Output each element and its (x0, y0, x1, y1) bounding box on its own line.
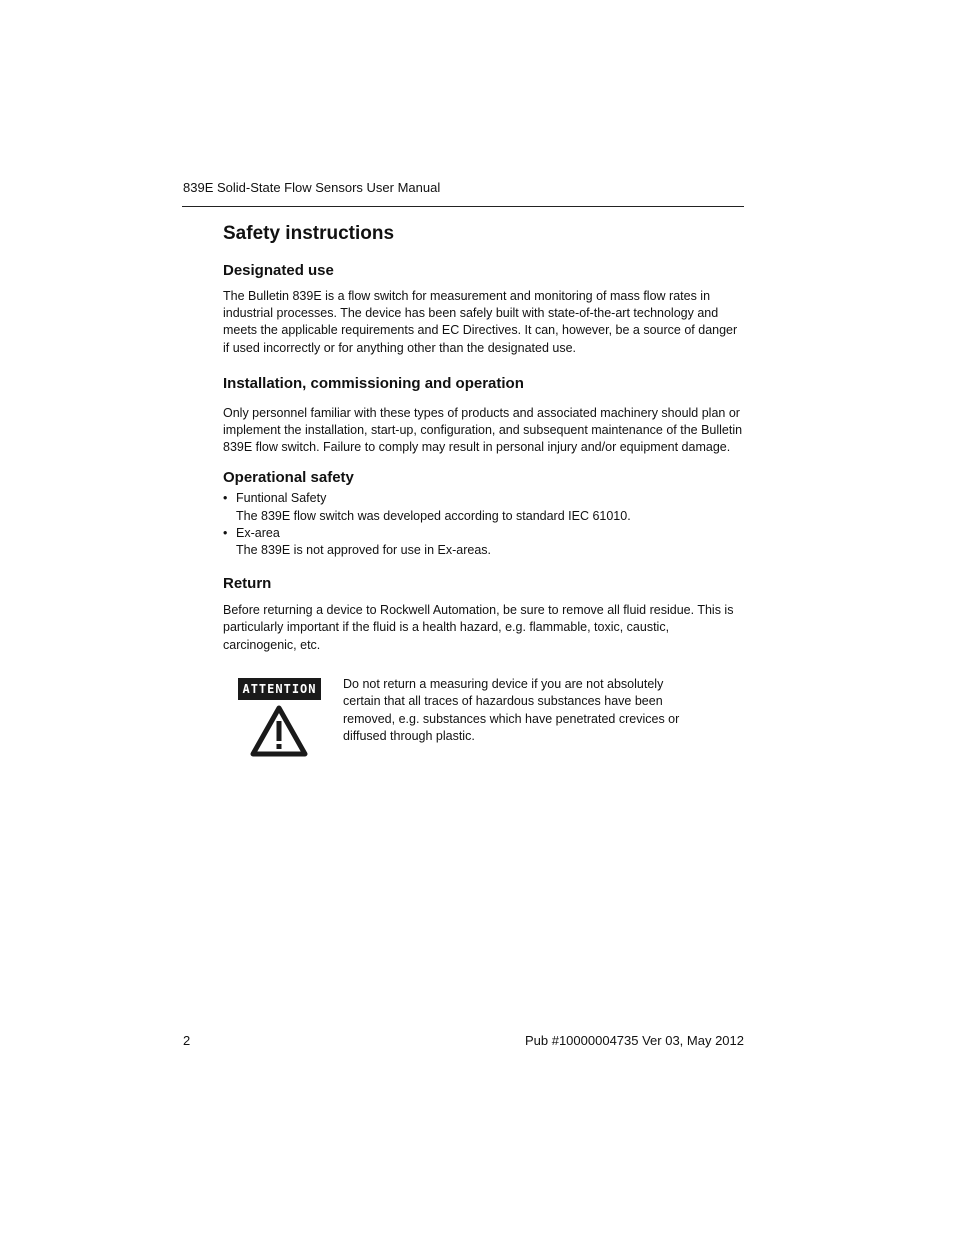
bullet-icon: • (223, 491, 228, 506)
publication-info: Pub #10000004735 Ver 03, May 2012 (524, 1033, 744, 1048)
attention-text: Do not return a measuring device if you are not absolutely certain that all traces of hazardous substances have been removed, e.g. substances which have penetrated crevices or diffused through plastic. (343, 676, 680, 744)
list-item-title: Funtional Safety (236, 491, 327, 506)
list-item-title: Ex-area (236, 525, 280, 540)
list-item (223, 490, 744, 524)
page-number: 2 (183, 1033, 191, 1048)
list-item-text: The 839E is not approved for use in Ex-areas. (236, 543, 492, 558)
attention-label: ATTENTION (238, 678, 321, 700)
list-item (223, 525, 744, 559)
list-item-text: The 839E flow switch was developed according to standard IEC 61010. (236, 508, 631, 523)
return-heading: Return (223, 575, 272, 593)
warning-triangle-icon (250, 705, 308, 757)
attention-notice (223, 678, 744, 768)
operational-safety-heading: Operational safety (223, 469, 354, 487)
header-rule (182, 206, 744, 207)
bullet-icon: • (223, 525, 228, 540)
return-paragraph: Before returning a device to Rockwell Automation, be sure to remove all fluid residue. This is particularly important if the fluid is a health hazard, e.g. flammable, toxic, caustic, carcinogenic, etc. (223, 603, 734, 652)
installation-heading: Installation, commissioning and operation (223, 374, 524, 392)
running-header: 839E Solid-State Flow Sensors User Manual (183, 180, 441, 195)
installation-paragraph: Only personnel familiar with these types of products and associated machinery should plan or implement the installation, start-up, configuration, and subsequent maintenance of the Bulletin 839E flow switch. Failure to comply may result in personal injury and/or equipment damage. (223, 405, 743, 455)
designated-use-paragraph: The Bulletin 839E is a flow switch for measurement and monitoring of mass flow rates in industrial processes. The device has been safely built with state-of-the-art technology and meets the applicable requirements and EC Directives. It can, however, be a source of danger if used incorrectly or for anything other than the designated use. (223, 289, 738, 355)
main-content (223, 222, 744, 768)
designated-use-heading: Designated use (223, 262, 334, 279)
operational-safety-list (223, 490, 744, 559)
page-title: Safety instructions (223, 223, 395, 244)
